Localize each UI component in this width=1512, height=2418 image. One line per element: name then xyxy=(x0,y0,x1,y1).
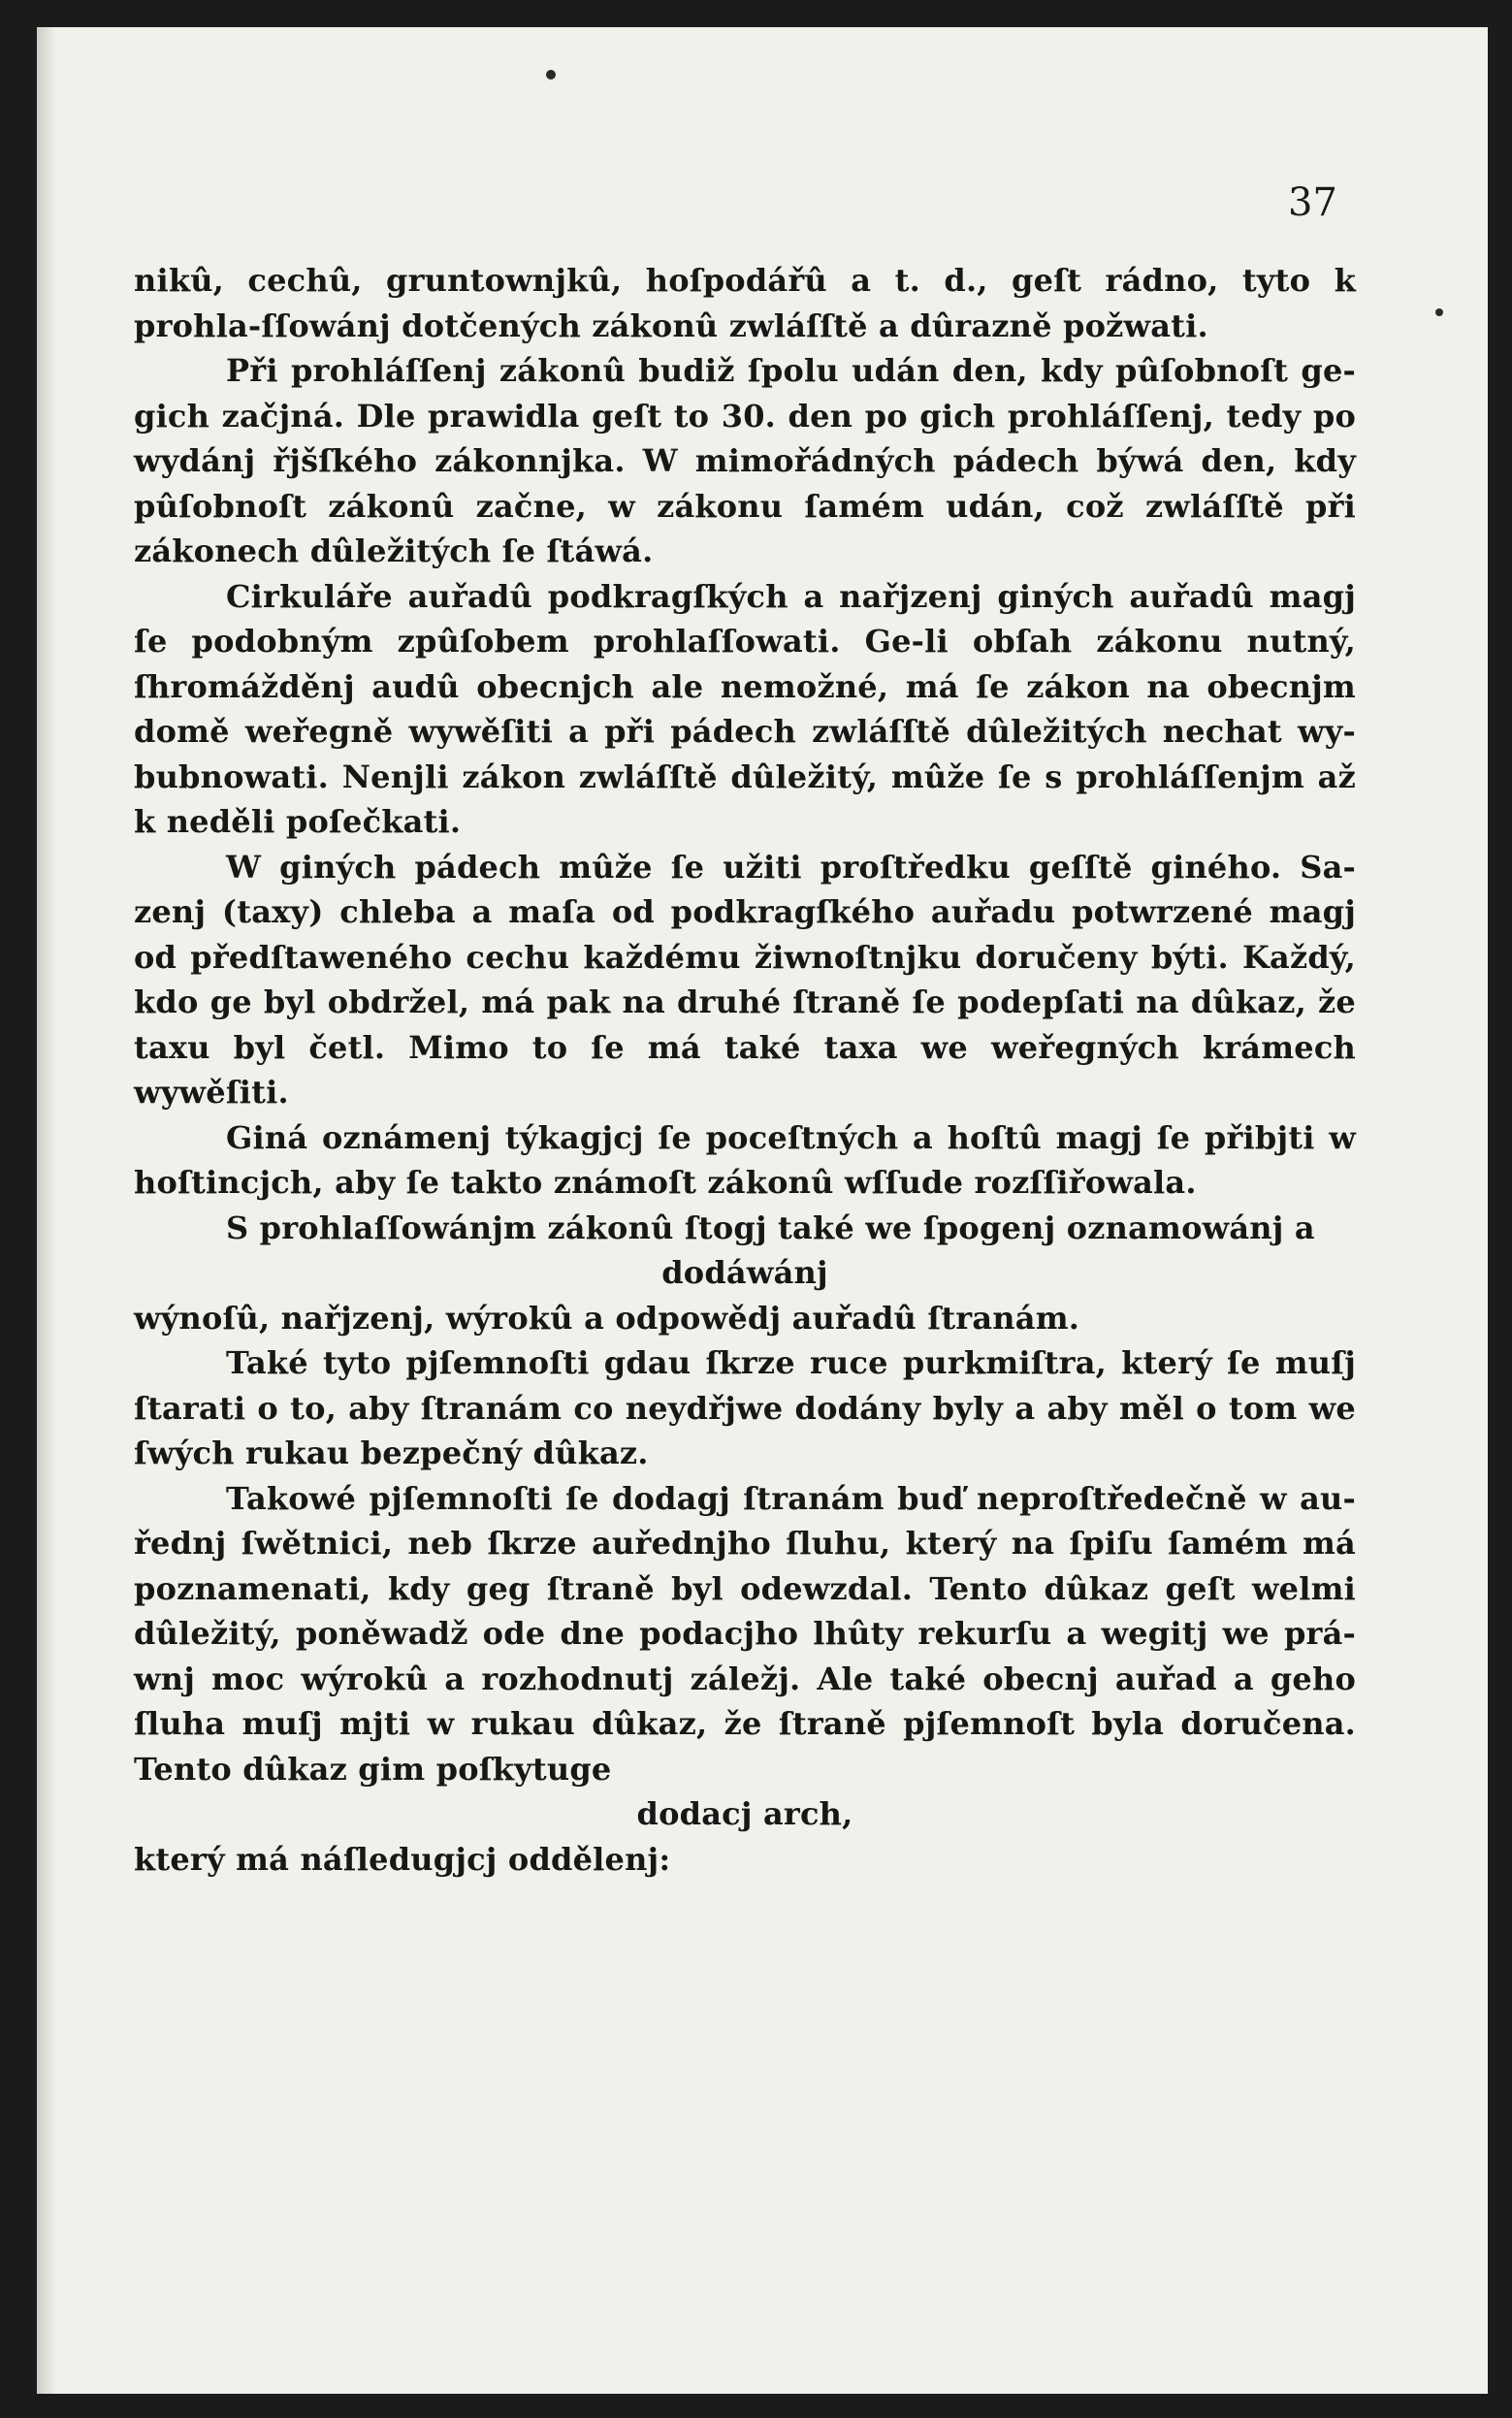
page-number: 37 xyxy=(1288,180,1337,225)
paragraph: který má náſledugjcj oddělenj: xyxy=(134,1840,671,1878)
paragraph: Cirkuláře auřadû podkragſkých a nařjzenj giných auřadû magj ſe podobným zpûſobem prohlaſſowati. Ge-li obſah zákonu nutný, ſhromážděnj audû obecnjch ale nemožné, má ſe zákon na obecnjm domě weřegně wywěſiti a při pádech zwláſſtě dûležitých nechat wy-bubnowati. Nenjli zákon zwláſſtě dûležitý, mûže ſe s prohláſſenjm až k neděli poſečkati. xyxy=(134,577,1356,840)
paragraph: Při prohláſſenj zákonû budiž ſpolu udán den, kdy pûſobnoſt ge-gich začjná. Dle prawidla geſt to 30. den po gich prohláſſenj, tedy po wydánj řjšſkého zákonnjka. W mimořádných pádech býwá den, kdy pûſobnoſt zákonû začne, w zákonu ſamém udán, což zwláſſtě při zákonech dûležitých ſe ſtáwá. xyxy=(134,352,1356,569)
paragraph: W giných pádech mûže ſe užiti proſtředku geſſtě giného. Sa-zenj (taxy) chleba a maſa od podkragſkého auřadu potwrzené magj od předſtaweného cechu každému žiwnoſtnjku doručeny býti. Každý, kdo ge byl obdržel, má pak na druhé ſtraně ſe podepſati na dûkaz, že taxu byl četl. Mimo to ſe má také taxa we weřegných krámech wywěſiti. xyxy=(134,848,1356,1111)
body-text xyxy=(134,258,1356,1882)
section-heading: dodacj arch, xyxy=(636,1795,853,1832)
paragraph: Také tyto pjſemnoſti gdau ſkrze ruce purkmiſtra, který ſe muſj ſtarati o to, aby ſtranám co neydřjwe dodány byly a aby měl o tom we ſwých rukau bezpečný dûkaz. xyxy=(134,1344,1356,1471)
book-page xyxy=(37,27,1488,2394)
paragraph: S prohlaſſowánjm zákonû ſtogj také we ſpogenj oznamowánj a xyxy=(226,1209,1315,1246)
page-edge-shadow xyxy=(37,27,56,2394)
paragraph: nikû, cechû, gruntownjkû, hoſpodářû a t. d., geſt rádno, tyto k prohla-ſſowánj dotčených zákonû zwláſſtě a dûrazně požwati. xyxy=(134,262,1356,344)
paragraph: Takowé pjſemnoſti ſe dodagj ſtranám buď neproſtředečně w au-řednj ſwětnici, neb ſkrze auřednjho ſluhu, který na ſpiſu ſamém má poznamenati, kdy geg ſtraně byl odewzdal. Tento dûkaz geſt welmi dûležitý, poněwadž ode dne podacjho lhûty rekurſu a wegitj we prá-wnj moc wýrokû a rozhodnutj záležj. Ale také obecnj auřad a geho ſluha muſj mjti w rukau dûkaz, že ſtraně pjſemnoſt byla doručena. Tento dûkaz gim poſkytuge xyxy=(134,1479,1356,1788)
ink-spot xyxy=(1435,308,1443,316)
ink-spot xyxy=(546,70,556,80)
section-heading: dodáwánj xyxy=(661,1254,828,1291)
paragraph: Giná oznámenj týkagjcj ſe poceſtných a hoſtû magj ſe přibjti w hoſtincjch, aby ſe takto známoſt zákonû wſſude rozſſiřowala. xyxy=(134,1118,1356,1201)
paragraph: wýnoſû, nařjzenj, wýrokû a odpowědj auřadû ſtranám. xyxy=(134,1299,1080,1337)
